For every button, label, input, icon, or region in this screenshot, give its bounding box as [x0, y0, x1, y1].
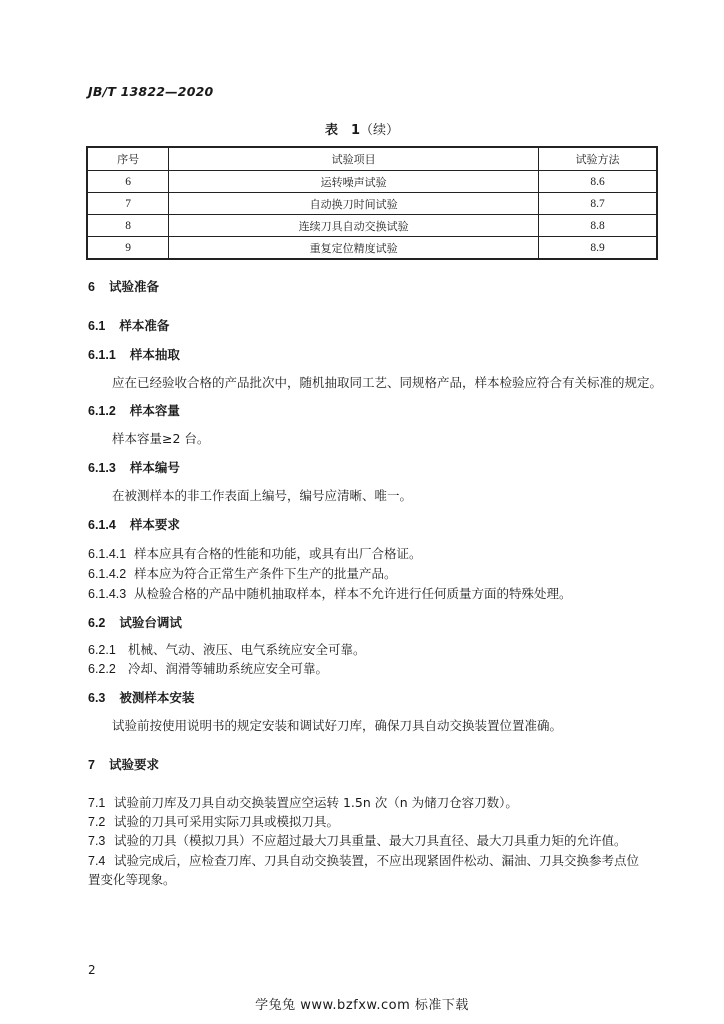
row-method: 8.7	[539, 193, 657, 215]
item-number: 6.2.2	[88, 662, 116, 676]
table-row	[87, 237, 657, 260]
row-item: 重复定位精度试验	[169, 237, 539, 260]
list-item	[88, 564, 397, 582]
row-number: 7	[87, 193, 169, 215]
column-header: 试验方法	[539, 147, 657, 171]
section-number: 6.2	[88, 616, 106, 630]
row-item: 运转噪声试验	[169, 171, 539, 193]
item-text: 样本应具有合格的性能和功能，或具有出厂合格证。	[134, 546, 422, 561]
list-item	[88, 831, 627, 849]
section-number: 6.3	[88, 691, 106, 705]
page-number: 2	[88, 963, 96, 977]
table-caption-cont: （续）	[360, 123, 400, 138]
section-6-1-2-heading	[88, 401, 180, 419]
list-item	[88, 851, 639, 869]
item-number: 6.1.4.1	[88, 547, 127, 561]
section-title: 样本容量	[129, 403, 180, 418]
item-number: 7.4	[88, 854, 106, 868]
section-title: 样本抽取	[129, 347, 180, 362]
test-items-table	[86, 146, 658, 260]
item-text: 样本应为符合正常生产条件下生产的批量产品。	[134, 566, 397, 581]
table-caption-label: 表 1	[324, 123, 361, 138]
table-row	[87, 193, 657, 215]
section-number: 6.1.4	[88, 518, 116, 532]
item-text: 从检验合格的产品中随机抽取样本，样本不允许进行任何质量方面的特殊处理。	[134, 586, 572, 601]
table-caption	[0, 119, 724, 138]
section-7-heading	[88, 755, 159, 773]
item-number: 7.1	[88, 796, 106, 810]
list-item	[88, 640, 366, 658]
item-text: 试验的刀具（模拟刀具）不应超过最大刀具重量、最大刀具直径、最大刀具重力矩的允许值。	[114, 833, 627, 848]
section-6-1-4-heading	[88, 515, 180, 533]
list-item	[88, 812, 339, 830]
list-item	[88, 793, 518, 811]
section-title: 被测样本安装	[119, 690, 195, 705]
footer-watermark: 学兔兔 www.bzfxw.com 标准下载	[255, 998, 469, 1013]
list-item	[88, 584, 572, 602]
section-6-1-1-heading	[88, 345, 180, 363]
row-method: 8.6	[539, 171, 657, 193]
section-number: 6.1.2	[88, 404, 116, 418]
section-6-1-2-body: 样本容量≥2 台。	[112, 431, 210, 446]
table-row	[87, 215, 657, 237]
section-title: 试验要求	[108, 757, 159, 772]
item-number: 7.3	[88, 834, 106, 848]
section-number: 6.1.1	[88, 348, 116, 362]
section-number: 6.1.3	[88, 461, 116, 475]
section-number: 6	[88, 280, 95, 294]
list-item	[88, 659, 328, 677]
section-6-1-3-body: 在被测样本的非工作表面上编号，编号应清晰、唯一。	[112, 488, 413, 503]
section-6-2-heading	[88, 613, 182, 631]
section-title: 样本编号	[129, 460, 180, 475]
row-method: 8.8	[539, 215, 657, 237]
section-title: 样本要求	[129, 517, 180, 532]
section-title: 样本准备	[119, 318, 170, 333]
item-text: 机械、气动、液压、电气系统应安全可靠。	[128, 642, 366, 657]
standard-code: JB/T 13822—2020	[88, 84, 214, 99]
section-6-1-heading	[88, 316, 169, 334]
row-number: 8	[87, 215, 169, 237]
section-title: 试验准备	[108, 279, 159, 294]
section-6-1-1-body: 应在已经验收合格的产品批次中，随机抽取同工艺、同规格产品，样本检验应符合有关标准的规定。	[112, 375, 663, 390]
section-number: 6.1	[88, 319, 106, 333]
section-title: 试验台调试	[119, 615, 182, 630]
list-item-continuation: 置变化等现象。	[88, 872, 176, 887]
list-item	[88, 544, 422, 562]
item-number: 6.1.4.2	[88, 567, 127, 581]
item-text: 试验前刀库及刀具自动交换装置应空运转 1.5n 次（n 为储刀仓容刀数）。	[114, 795, 518, 810]
row-number: 9	[87, 237, 169, 260]
section-6-3-heading	[88, 688, 194, 706]
table-header-row	[87, 147, 657, 171]
item-text: 试验的刀具可采用实际刀具或模拟刀具。	[114, 814, 340, 829]
item-number: 6.2.1	[88, 643, 116, 657]
section-number: 7	[88, 758, 95, 772]
item-number: 6.1.4.3	[88, 587, 127, 601]
table-row	[87, 171, 657, 193]
item-number: 7.2	[88, 815, 106, 829]
section-6-heading	[88, 277, 159, 295]
column-header: 序号	[87, 147, 169, 171]
item-text: 试验完成后，应检查刀库、刀具自动交换装置，不应出现紧固件松动、漏油、刀具交换参考点位	[114, 853, 640, 868]
section-6-1-3-heading	[88, 458, 180, 476]
row-item: 连续刀具自动交换试验	[169, 215, 539, 237]
section-6-3-body: 试验前按使用说明书的规定安装和调试好刀库，确保刀具自动交换装置位置准确。	[112, 718, 563, 733]
row-method: 8.9	[539, 237, 657, 260]
row-item: 自动换刀时间试验	[169, 193, 539, 215]
item-text: 冷却、润滑等辅助系统应安全可靠。	[128, 661, 329, 676]
row-number: 6	[87, 171, 169, 193]
column-header: 试验项目	[169, 147, 539, 171]
